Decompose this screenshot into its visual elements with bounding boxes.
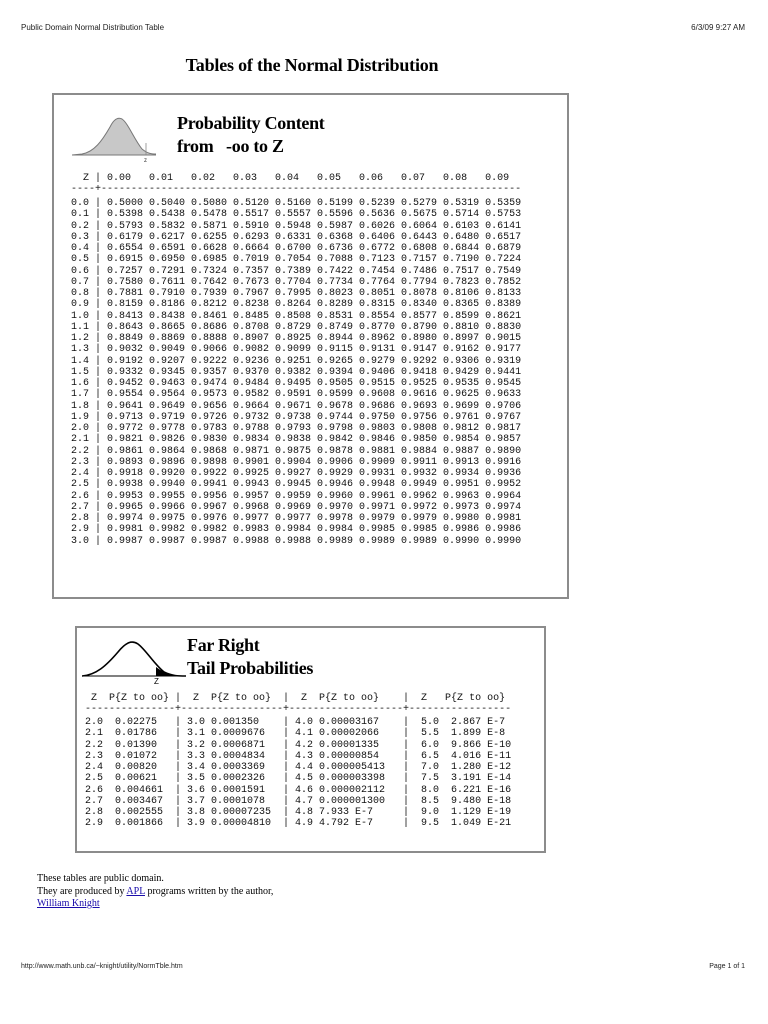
table-row: 3.0 | 0.9987 0.9987 0.9987 0.9988 0.9988 0.9989 0.9989 0.9989 0.9990 0.9990 bbox=[71, 535, 522, 547]
table-row: 2.6 0.004661 | 3.6 0.0001591 | 4.6 0.000002112 | 8.0 6.221 E-16 bbox=[85, 784, 512, 796]
document-title: Tables of the Normal Distribution bbox=[185, 55, 439, 75]
table-row: 2.4 | 0.9918 0.9920 0.9922 0.9925 0.9927 0.9929 0.9931 0.9932 0.9934 0.9936 bbox=[71, 468, 522, 479]
table-row: 0.2 | 0.5793 0.5832 0.5871 0.5910 0.5948 0.5987 0.6026 0.6064 0.6103 0.6141 bbox=[71, 220, 522, 232]
print-footer-url: http://www.math.unb.ca/~knight/utility/NormTble.htm bbox=[21, 963, 183, 970]
credits-line-1: These tables are public domain. bbox=[37, 873, 164, 884]
table-row: 2.9 | 0.9981 0.9982 0.9982 0.9983 0.9984 0.9984 0.9985 0.9985 0.9986 0.9986 bbox=[71, 524, 522, 536]
table2-rule: ---------------+-----------------+-------------------+----------------- bbox=[85, 704, 512, 715]
table-row: 0.8 | 0.7881 0.7910 0.7939 0.7967 0.7995 0.8023 0.8051 0.8078 0.8106 0.8133 bbox=[71, 288, 522, 299]
table-row: 2.2 0.01390 | 3.2 0.0006871 | 4.2 0.00001335 | 6.0 9.866 E-10 bbox=[85, 739, 512, 751]
table-row: 1.9 | 0.9713 0.9719 0.9726 0.9732 0.9738 0.9744 0.9750 0.9756 0.9761 0.9767 bbox=[71, 411, 522, 423]
table-row: 2.7 0.003467 | 3.7 0.0001078 | 4.7 0.000001300 | 8.5 9.480 E-18 bbox=[85, 795, 512, 807]
probability-content-title bbox=[177, 112, 324, 158]
table-row: 1.4 | 0.9192 0.9207 0.9222 0.9236 0.9251 0.9265 0.9279 0.9292 0.9306 0.9319 bbox=[71, 355, 522, 367]
tail-probabilities-panel bbox=[75, 626, 546, 853]
table-row: 1.5 | 0.9332 0.9345 0.9357 0.9370 0.9382 0.9394 0.9406 0.9418 0.9429 0.9441 bbox=[71, 366, 522, 378]
table-row: 1.2 | 0.8849 0.8869 0.8888 0.8907 0.8925 0.8944 0.8962 0.8980 0.8997 0.9015 bbox=[71, 333, 522, 344]
credits bbox=[37, 873, 273, 911]
table-row: 1.7 | 0.9554 0.9564 0.9573 0.9582 0.9591 0.9599 0.9608 0.9616 0.9625 0.9633 bbox=[71, 389, 522, 401]
title-line-2: Tail Probabilities bbox=[187, 658, 314, 678]
table-row: 2.2 | 0.9861 0.9864 0.9868 0.9871 0.9875 0.9878 0.9881 0.9884 0.9887 0.9890 bbox=[71, 445, 522, 457]
table-row: 0.5 | 0.6915 0.6950 0.6985 0.7019 0.7054 0.7088 0.7123 0.7157 0.7190 0.7224 bbox=[71, 254, 522, 266]
curve-z-label: z bbox=[144, 158, 147, 163]
table-row: 2.3 0.01072 | 3.3 0.0004834 | 4.3 0.00000854 | 6.5 4.016 E-11 bbox=[85, 750, 512, 762]
title-line-1: Probability Content bbox=[177, 113, 325, 133]
table-row: 2.8 | 0.9974 0.9975 0.9976 0.9977 0.9977 0.9978 0.9979 0.9979 0.9980 0.9981 bbox=[71, 513, 522, 524]
table-row: 0.9 | 0.8159 0.8186 0.8212 0.8238 0.8264 0.8289 0.8315 0.8340 0.8365 0.8389 bbox=[71, 299, 522, 311]
print-header-title: Public Domain Normal Distribution Table bbox=[21, 23, 165, 32]
table-row: 2.5 0.00621 | 3.5 0.0002326 | 4.5 0.000003398 | 7.5 3.191 E-14 bbox=[85, 773, 512, 785]
credits-text: They are produced by bbox=[37, 885, 127, 897]
table-row: 2.4 0.00820 | 3.4 0.0003369 | 4.4 0.000005413 | 7.0 1.280 E-12 bbox=[85, 762, 512, 773]
table-row: 0.6 | 0.7257 0.7291 0.7324 0.7357 0.7389 0.7422 0.7454 0.7486 0.7517 0.7549 bbox=[71, 265, 522, 277]
table-row: 1.8 | 0.9641 0.9649 0.9656 0.9664 0.9671 0.9678 0.9686 0.9693 0.9699 0.9706 bbox=[71, 400, 522, 412]
table-row: 2.1 | 0.9821 0.9826 0.9830 0.9834 0.9838 0.9842 0.9846 0.9850 0.9854 0.9857 bbox=[71, 434, 522, 446]
probability-content-panel bbox=[52, 93, 569, 599]
credits-line-3 bbox=[37, 898, 273, 911]
table-row: 2.0 0.02275 | 3.0 0.001350 | 4.0 0.00003167 | 5.0 2.867 E-7 bbox=[85, 717, 506, 728]
table-row: 1.6 | 0.9452 0.9463 0.9474 0.9484 0.9495 0.9505 0.9515 0.9525 0.9535 0.9545 bbox=[71, 378, 522, 389]
table-row: 1.1 | 0.8643 0.8665 0.8686 0.8708 0.8729 0.8749 0.8770 0.8790 0.8810 0.8830 bbox=[71, 321, 522, 333]
table-row: 2.6 | 0.9953 0.9955 0.9956 0.9957 0.9959 0.9960 0.9961 0.9962 0.9963 0.9964 bbox=[71, 490, 522, 502]
tail-probabilities-title bbox=[187, 634, 313, 680]
table-row: 2.1 0.01786 | 3.1 0.0009676 | 4.1 0.00002066 | 5.5 1.899 E-8 bbox=[85, 728, 506, 740]
title-line-2: from -oo to Z bbox=[177, 136, 284, 156]
table1-header-row: Z | 0.00 0.01 0.02 0.03 0.04 0.05 0.06 0.07 0.08 0.09 bbox=[71, 173, 510, 184]
print-header-datetime: 6/3/09 9:27 AM bbox=[691, 23, 745, 32]
table-row: 2.8 0.002555 | 3.8 0.00007235 | 4.8 7.933 E-7 | 9.0 1.129 E-19 bbox=[85, 807, 512, 818]
title-line-1: Far Right bbox=[187, 635, 260, 655]
table-row: 2.5 | 0.9938 0.9940 0.9941 0.9943 0.9945 0.9946 0.9948 0.9949 0.9951 0.9952 bbox=[71, 479, 522, 491]
right-tail-curve-image bbox=[82, 636, 188, 684]
table-row: 0.0 | 0.5000 0.5040 0.5080 0.5120 0.5160 0.5199 0.5239 0.5279 0.5319 0.5359 bbox=[71, 198, 522, 209]
table-row: 2.3 | 0.9893 0.9896 0.9898 0.9901 0.9904 0.9906 0.9909 0.9911 0.9913 0.9916 bbox=[71, 456, 522, 468]
table-row: 0.4 | 0.6554 0.6591 0.6628 0.6664 0.6700 0.6736 0.6772 0.6808 0.6844 0.6879 bbox=[71, 243, 522, 254]
table-row: 0.7 | 0.7580 0.7611 0.7642 0.7673 0.7704 0.7734 0.7764 0.7794 0.7823 0.7852 bbox=[71, 276, 522, 288]
author-link[interactable]: William Knight bbox=[37, 898, 100, 909]
shaded-normal-curve-image bbox=[72, 113, 158, 163]
table-row: 0.3 | 0.6179 0.6217 0.6255 0.6293 0.6331 0.6368 0.6406 0.6443 0.6480 0.6517 bbox=[71, 231, 522, 243]
table-row: 0.1 | 0.5398 0.5438 0.5478 0.5517 0.5557 0.5596 0.5636 0.5675 0.5714 0.5753 bbox=[71, 209, 522, 221]
table-row: 1.3 | 0.9032 0.9049 0.9066 0.9082 0.9099 0.9115 0.9131 0.9147 0.9162 0.9177 bbox=[71, 344, 522, 356]
table-row: 1.0 | 0.8413 0.8438 0.8461 0.8485 0.8508 0.8531 0.8554 0.8577 0.8599 0.8621 bbox=[71, 310, 522, 322]
table-row: 2.7 | 0.9965 0.9966 0.9967 0.9968 0.9969 0.9970 0.9971 0.9972 0.9973 0.9974 bbox=[71, 501, 522, 513]
credits-text: programs written by the author, bbox=[144, 885, 274, 897]
table1-rule: ----+---------------------------------------------------------------------- bbox=[71, 184, 522, 195]
table-row: 2.9 0.001866 | 3.9 0.00004810 | 4.9 4.792 E-7 | 9.5 1.049 E-21 bbox=[85, 818, 512, 830]
table2-header-row: Z P{Z to oo} | Z P{Z to oo} | Z P{Z to oo} | Z P{Z to oo} bbox=[85, 693, 506, 704]
apl-link[interactable]: APL bbox=[126, 885, 145, 897]
table1-body bbox=[71, 198, 521, 547]
table-row: 2.0 | 0.9772 0.9778 0.9783 0.9788 0.9793 0.9798 0.9803 0.9808 0.9812 0.9817 bbox=[71, 423, 522, 434]
print-footer-page: Page 1 of 1 bbox=[709, 963, 745, 970]
credits-line-2 bbox=[37, 886, 273, 899]
table2-body bbox=[85, 717, 511, 830]
curve-z-label: Z bbox=[154, 677, 159, 684]
